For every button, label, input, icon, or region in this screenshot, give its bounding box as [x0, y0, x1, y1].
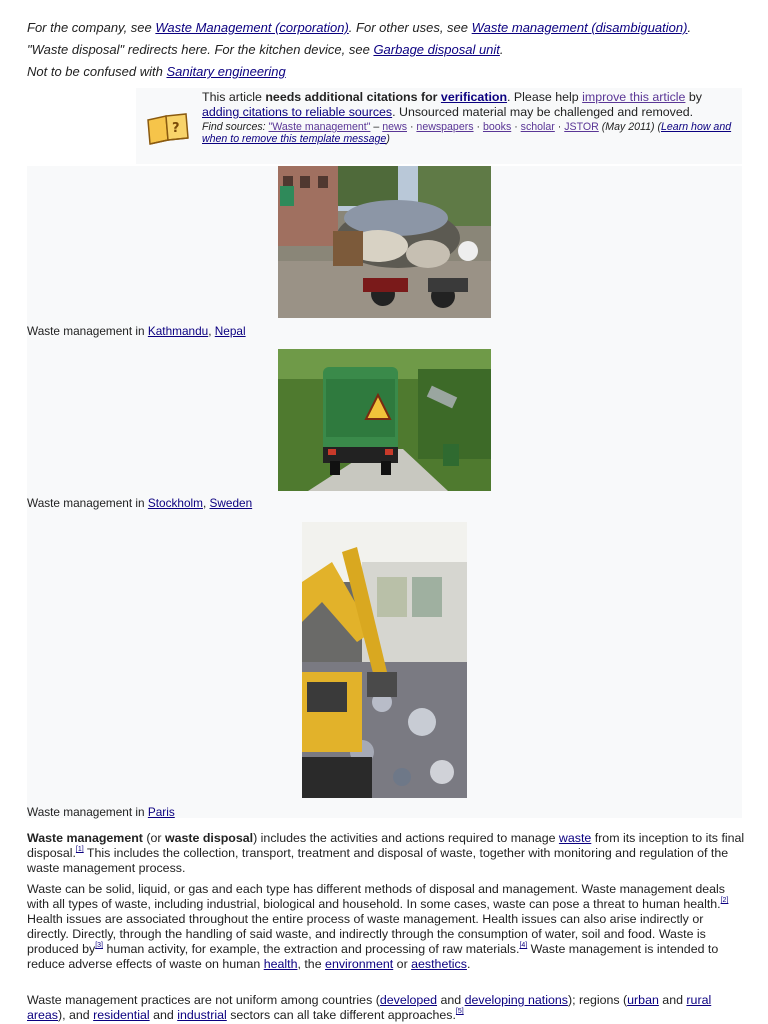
caption-separator: ,	[202, 496, 210, 510]
link-waste-management-corporation[interactable]: Waste Management (corporation)	[155, 20, 349, 35]
hatnote-company	[27, 20, 691, 35]
link-garbage-disposal-unit[interactable]: Garbage disposal unit	[373, 42, 500, 57]
notice-date: (May 2011) (	[598, 121, 662, 133]
reference-3[interactable]: [3]	[95, 942, 103, 949]
link-kathmandu[interactable]: Kathmandu	[147, 324, 209, 338]
hatnote-text: "Waste disposal" redirects here. For the kitchen device, see	[27, 42, 374, 57]
separator: –	[370, 121, 383, 133]
kathmandu-photo-art	[278, 166, 491, 318]
para-text: .	[466, 957, 471, 971]
notice-text: This article	[202, 90, 266, 104]
caption-text: Waste management in	[27, 324, 148, 338]
open-book-icon	[144, 110, 192, 146]
para-text: Waste can be solid, liquid, or gas and each type has different methods of disposal and management. Waste management deals with all types of waste, including industrial, biological and household. In some cases, waste can pose a threat to human health.	[27, 882, 725, 911]
paragraph-practices	[27, 993, 745, 1023]
reference-4[interactable]: [4]	[519, 942, 528, 949]
paragraph-waste-types	[27, 882, 745, 972]
kathmandu-waste-photo[interactable]	[278, 166, 491, 318]
hatnote-text: .	[687, 20, 692, 35]
link-urban[interactable]: urban	[627, 993, 659, 1007]
reference-1[interactable]: [1]	[75, 846, 84, 853]
para-text: or	[393, 957, 412, 971]
link-scholar[interactable]: scholar	[520, 121, 555, 133]
reference-2[interactable]: [2]	[720, 897, 729, 904]
notice-text: . Unsourced material may be challenged and removed.	[392, 105, 694, 119]
citation-notice-box	[136, 88, 742, 164]
notice-text: . Please help	[507, 90, 583, 104]
reference-5[interactable]: [5]	[455, 1008, 464, 1015]
para-text: from its inception to its final disposal.	[27, 831, 745, 860]
notice-close-paren: )	[386, 133, 390, 145]
bold-term-waste-management: Waste management	[27, 831, 143, 845]
svg-text:?: ?	[172, 121, 180, 136]
link-improve-this-article[interactable]: improve this article	[582, 90, 686, 104]
link-books[interactable]: books	[482, 121, 512, 133]
link-waste-management-disambiguation[interactable]: Waste management (disambiguation)	[471, 20, 688, 35]
link-residential[interactable]: residential	[93, 1008, 150, 1022]
link-rural-areas[interactable]: rural areas	[27, 993, 712, 1022]
hatnote-text: .	[499, 42, 504, 57]
caption-text: Waste management in	[27, 496, 148, 510]
link-environment[interactable]: environment	[325, 957, 394, 971]
caption-paris	[27, 805, 175, 819]
link-paris[interactable]: Paris	[147, 805, 175, 819]
link-waste[interactable]: waste	[558, 831, 592, 845]
paragraph-intro	[27, 831, 745, 876]
link-learn-remove-template[interactable]: Learn how and when to remove this template message	[202, 121, 732, 145]
stockholm-waste-truck-photo[interactable]	[278, 349, 491, 491]
link-developed[interactable]: developed	[379, 993, 438, 1007]
para-text: ); regions (	[567, 993, 628, 1007]
para-text: (or	[142, 831, 165, 845]
paris-photo-art	[302, 522, 467, 798]
link-news[interactable]: news	[382, 121, 407, 133]
hatnote-text: . For other uses, see	[348, 20, 472, 35]
link-find-query[interactable]: "Waste management"	[268, 121, 371, 133]
para-text: Waste management practices are not uniform among countries (	[27, 993, 380, 1007]
para-text: and	[658, 993, 687, 1007]
hatnote-confusion	[27, 64, 286, 79]
paris-excavator-photo[interactable]	[302, 522, 467, 798]
link-health[interactable]: health	[263, 957, 298, 971]
find-sources-line: Find sources: "Waste management" – news · newspapers · books · scholar · JSTOR (May 2011) (Learn how and when to remove this template message)	[202, 121, 732, 145]
hatnote-text: Not to be confused with	[27, 64, 167, 79]
link-developing-nations[interactable]: developing nations	[464, 993, 568, 1007]
link-industrial[interactable]: industrial	[177, 1008, 227, 1022]
caption-separator: ,	[208, 324, 215, 338]
para-text: human activity, for example, the extraction and processing of raw materials.	[103, 942, 520, 956]
para-text: Health issues are associated throughout the entire process of waste management. Health issues can also arise indirectly or directly. Directly, through the handling of said waste, and indirectly through the consumption of water, soil and food. Waste is produced by	[27, 912, 706, 956]
para-text: Waste management is intended to reduce adverse effects of waste on human	[27, 942, 719, 971]
citation-notice-text	[202, 90, 738, 145]
link-verification[interactable]: verification	[440, 90, 508, 104]
notice-text: by	[685, 90, 702, 104]
para-text: and	[437, 993, 465, 1007]
para-text: This includes the collection, transport, treatment and disposal of waste, together with monitoring and regulation of the waste management process.	[27, 846, 729, 875]
find-sources-label: Find sources:	[202, 121, 269, 133]
para-text: ), and	[58, 1008, 94, 1022]
link-nepal[interactable]: Nepal	[214, 324, 246, 338]
para-text: sectors can all take different approaches.	[226, 1008, 456, 1022]
para-text: , the	[297, 957, 326, 971]
hatnote-redirect	[27, 42, 504, 57]
bold-term-waste-disposal: waste disposal	[164, 831, 254, 845]
link-newspapers[interactable]: newspapers	[416, 121, 474, 133]
link-aesthetics[interactable]: aesthetics	[411, 957, 467, 971]
notice-bold-text: needs additional citations for	[265, 90, 441, 104]
caption-kathmandu	[27, 324, 246, 338]
link-stockholm[interactable]: Stockholm	[147, 496, 203, 510]
hatnote-text: For the company, see	[27, 20, 156, 35]
para-text: and	[149, 1008, 178, 1022]
link-sanitary-engineering[interactable]: Sanitary engineering	[166, 64, 286, 79]
stockholm-photo-art	[278, 349, 491, 491]
link-adding-citations[interactable]: adding citations to reliable sources	[202, 105, 393, 119]
caption-stockholm	[27, 496, 252, 510]
link-jstor[interactable]: JSTOR	[564, 121, 599, 133]
link-sweden[interactable]: Sweden	[209, 496, 253, 510]
caption-text: Waste management in	[27, 805, 148, 819]
para-text: ) includes the activities and actions required to manage	[253, 831, 559, 845]
